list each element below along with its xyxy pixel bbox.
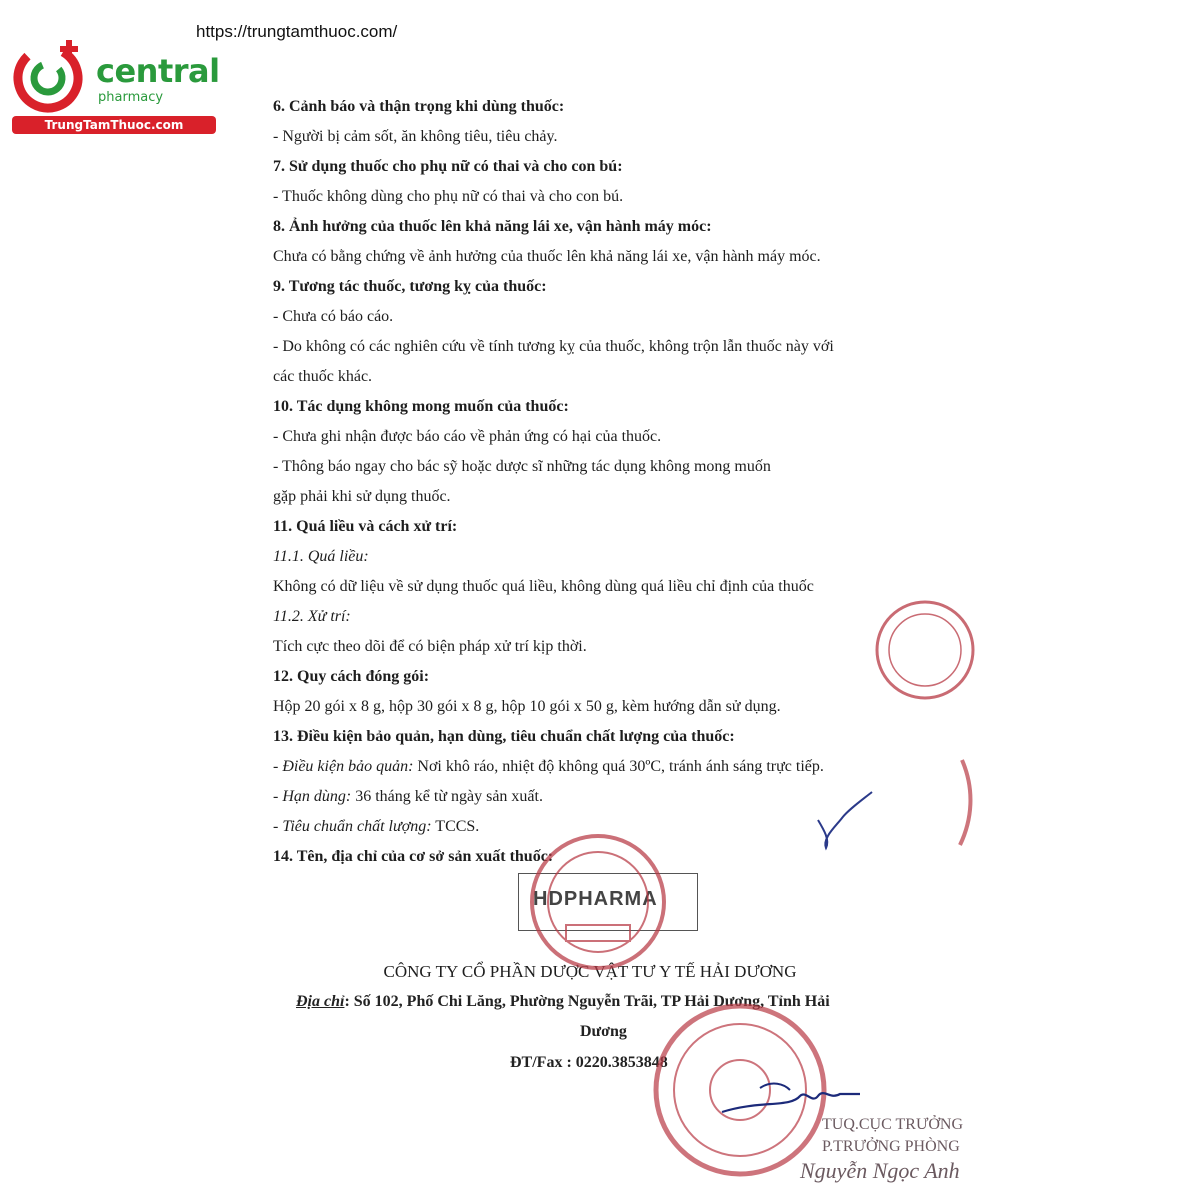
paragraph-line: Chưa có bằng chứng về ảnh hưởng của thuốc lên khả năng lái xe, vận hành máy móc.	[273, 248, 821, 265]
company-logo-text: HDPHARMA	[533, 888, 658, 910]
section-heading: 8. Ảnh hưởng của thuốc lên khả năng lái xe, vận hành máy móc:	[273, 218, 712, 235]
paragraph-line: Không có dữ liệu về sử dụng thuốc quá liều, không dùng quá liều chỉ định của thuốc	[273, 578, 814, 595]
ministry-seal-icon	[656, 1006, 824, 1174]
address-label: Địa chỉ	[296, 993, 345, 1010]
paragraph-line: các thuốc khác.	[273, 368, 373, 385]
main-signature-icon	[722, 1093, 860, 1112]
paragraph-line: Hộp 20 gói x 8 g, hộp 30 gói x 8 g, hộp 10 gói x 50 g, kèm hướng dẫn sử dụng.	[273, 698, 781, 715]
signature-title-1: TUQ.CỤC TRƯỞNG	[822, 1116, 964, 1133]
section-heading: 9. Tương tác thuốc, tương kỵ của thuốc:	[273, 278, 547, 295]
margin-mark-icon	[960, 760, 970, 845]
logo-brand: central	[96, 52, 220, 90]
logo-subtitle: pharmacy	[98, 90, 164, 105]
paragraph-line: - Thuốc không dùng cho phụ nữ có thai và cho con bú.	[273, 188, 624, 205]
paragraph-line	[273, 752, 943, 782]
company-address	[296, 993, 936, 1011]
company-logo-box	[518, 873, 698, 931]
section-heading: 12. Quy cách đóng gói:	[273, 668, 430, 685]
signature-title-2: P.TRƯỞNG PHÒNG	[822, 1138, 960, 1155]
section-heading: 10. Tác dụng không mong muốn của thuốc:	[273, 398, 569, 415]
section-heading: 7. Sử dụng thuốc cho phụ nữ có thai và cho con bú:	[273, 158, 623, 175]
paragraph-line: gặp phải khi sử dụng thuốc.	[273, 488, 451, 505]
field-label: - Tiêu chuẩn chất lượng:	[273, 818, 432, 835]
central-pharmacy-logo	[8, 36, 223, 136]
company-address-continued: Dương	[580, 1023, 627, 1040]
document-body	[273, 92, 943, 872]
address-text: : Số 102, Phố Chi Lăng, Phường Nguyễn Trãi, TP Hải Dương, Tỉnh Hải	[344, 993, 830, 1010]
paragraph-line: - Chưa có báo cáo.	[273, 308, 394, 325]
paragraph-line: - Chưa ghi nhận được báo cáo về phản ứng có hại của thuốc.	[273, 428, 662, 445]
logo-mark-icon	[8, 36, 98, 116]
signature-name: Nguyễn Ngọc Anh	[800, 1158, 960, 1183]
source-url: https://trungtamthuoc.com/	[196, 22, 398, 41]
field-value: TCCS.	[431, 818, 480, 835]
logo-domain-bar: TrungTamThuoc.com	[12, 116, 216, 134]
subsection-heading: 11.1. Quá liều:	[273, 548, 369, 565]
field-value: Nơi khô ráo, nhiệt độ không quá 30ºC, tránh ánh sáng trực tiếp.	[413, 758, 824, 775]
company-name: CÔNG TY CỔ PHẦN DƯỢC VẬT TƯ Y TẾ HẢI DƯƠNG	[383, 962, 797, 981]
field-label: - Hạn dùng:	[273, 788, 352, 805]
subsection-heading: 11.2. Xử trí:	[273, 608, 351, 625]
paragraph-line: Tích cực theo dõi để có biện pháp xử trí kịp thời.	[273, 638, 587, 655]
section-heading: 6. Cảnh báo và thận trọng khi dùng thuốc:	[273, 98, 565, 115]
section-heading: 11. Quá liều và cách xử trí:	[273, 518, 458, 535]
field-label: - Điều kiện bảo quản:	[273, 758, 414, 775]
section-heading: 14. Tên, địa chỉ của cơ sở sản xuất thuốc:	[273, 848, 554, 865]
paragraph-line: - Người bị cảm sốt, ăn không tiêu, tiêu chảy.	[273, 128, 558, 145]
paragraph-line	[273, 782, 943, 812]
field-value: 36 tháng kể từ ngày sản xuất.	[351, 788, 543, 805]
section-heading: 13. Điều kiện bảo quản, hạn dùng, tiêu chuẩn chất lượng của thuốc:	[273, 728, 735, 745]
paragraph-line: - Thông báo ngay cho bác sỹ hoặc dược sĩ những tác dụng không mong muốn	[273, 458, 771, 475]
company-fax: ĐT/Fax : 0220.3853848	[510, 1054, 668, 1071]
paragraph-line: - Do không có các nghiên cứu về tính tương kỵ của thuốc, không trộn lẫn thuốc này với	[273, 338, 834, 355]
paragraph-line	[273, 812, 943, 842]
